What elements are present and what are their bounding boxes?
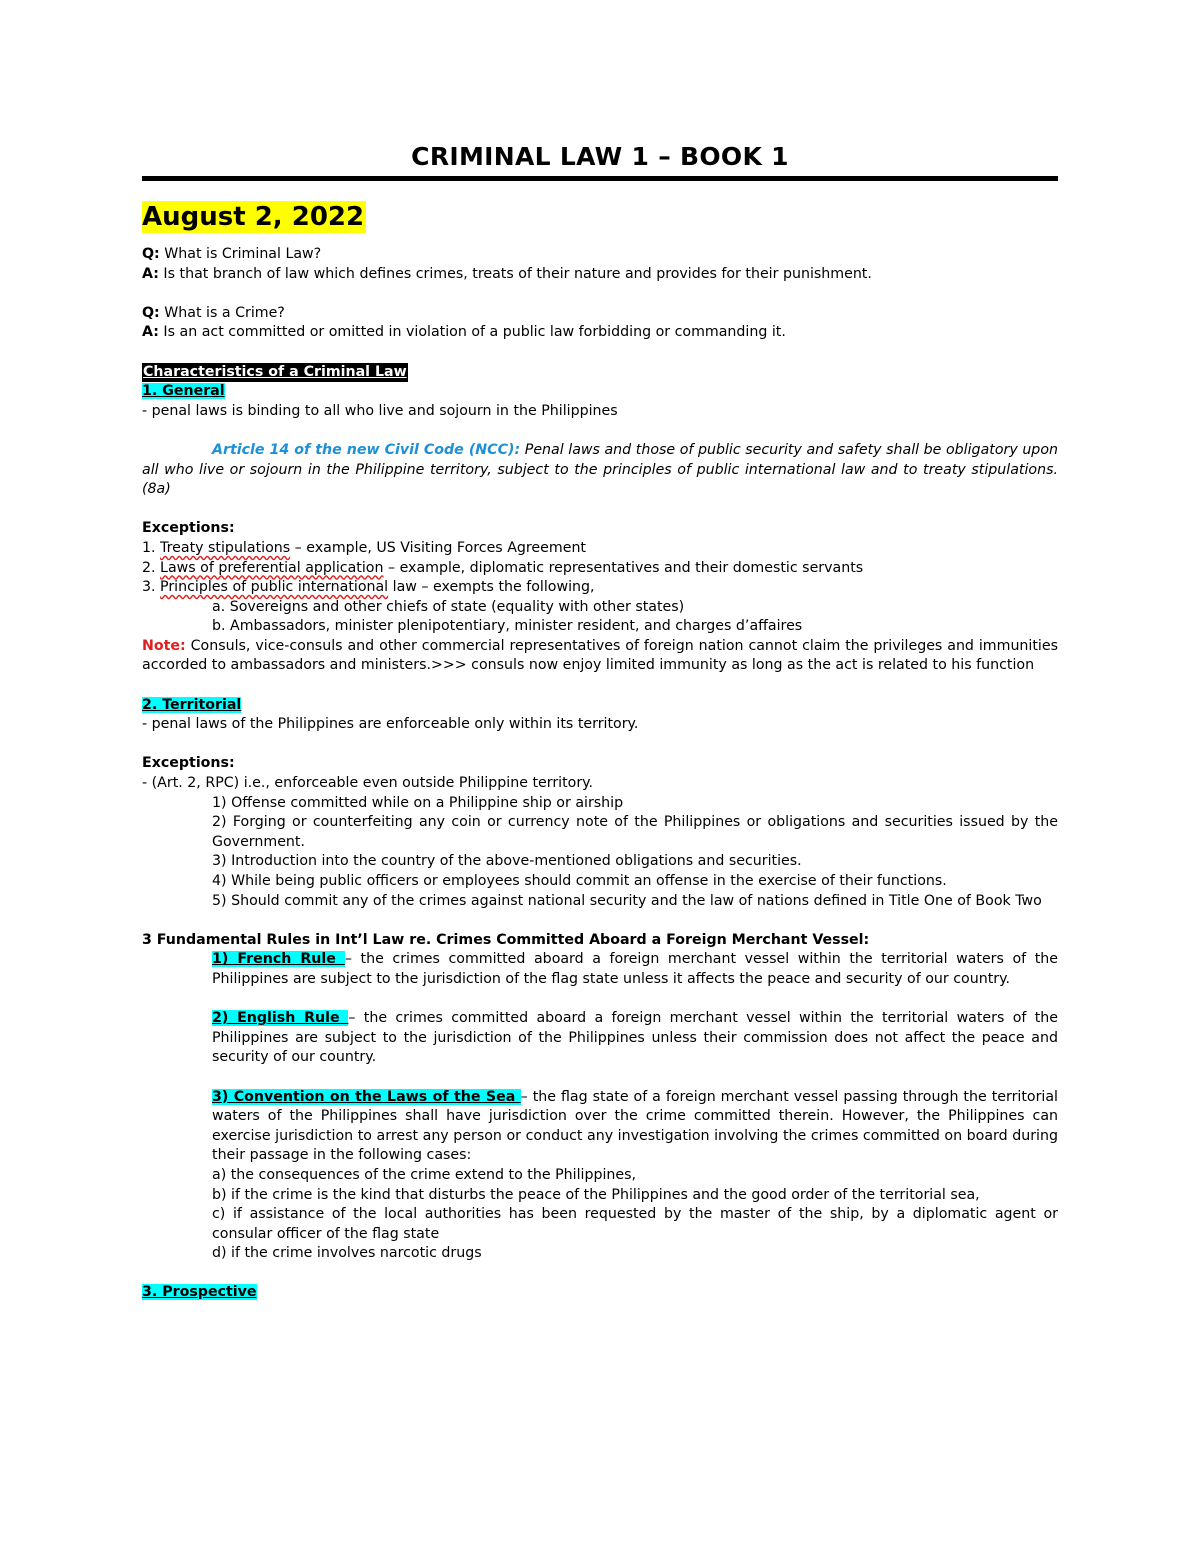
french-rule-label: 1) French Rule xyxy=(212,951,345,968)
english-rule-label: 2) English Rule xyxy=(212,1010,349,1027)
territorial-item-2: 2) Forging or counterfeiting any coin or currency note of the Philippines or obligations and securities issued by the Government. xyxy=(212,814,1058,850)
note-paragraph: Note: Consuls, vice-consuls and other commercial representatives of foreign nation cannot claim the privileges and immunities accorded to ambassadors and ministers.>>> consuls now enjoy limited immunity as long as the act is related to his function xyxy=(142,637,1058,674)
territorial-description: - penal laws of the Philippines are enforceable only within its territory. xyxy=(142,716,639,733)
art-2-rpc: - (Art. 2, RPC) i.e., enforceable even outside Philippine territory. xyxy=(142,775,594,792)
territorial-exceptions-label: Exceptions: xyxy=(142,755,235,772)
article-14-quote: Article 14 of the new Civil Code (NCC): Penal laws and those of public security and safety shall be obligatory upon all who live or sojourn in the Philippine territory, subject to the principles of public international law and to treaty stipulations. (8a) xyxy=(142,441,1058,498)
general-exceptions-label: Exceptions: xyxy=(142,520,235,537)
case-b: b) if the crime is the kind that disturbs the peace of the Philippines and the good order of the territorial sea, xyxy=(212,1186,980,1203)
answer-2: A: Is an act committed or omitted in violation of a public law forbidding or commanding it. xyxy=(142,324,786,341)
fundamental-rules-heading: 3 Fundamental Rules in Int’l Law re. Crimes Committed Aboard a Foreign Merchant Vessel: xyxy=(142,931,870,948)
document-page xyxy=(142,140,1058,1303)
note-label: Note: xyxy=(142,637,186,654)
territorial-item-1: 1) Offense committed while on a Philippine ship or airship xyxy=(212,794,624,811)
exception-3a: a. Sovereigns and other chiefs of state (equality with other states) xyxy=(212,598,685,615)
question-1: Q: What is Criminal Law? xyxy=(142,246,322,262)
exception-3: 3. Principles of public international law – exempts the following, xyxy=(142,579,595,596)
characteristics-heading: Characteristics of a Criminal Law xyxy=(142,363,408,383)
english-rule: 2) English Rule – the crimes committed aboard a foreign merchant vessel within the territorial waters of the Philippines are subject to the jurisdiction of the Philippines unless their commission does not affect the peace and security of our country. xyxy=(212,1010,1058,1066)
date-heading: August 2, 2022 xyxy=(142,202,365,232)
article-14-label: Article 14 of the new Civil Code (NCC): xyxy=(212,441,521,458)
exception-1: 1. Treaty stipulations – example, US Visiting Forces Agreement xyxy=(142,539,586,556)
title-divider xyxy=(142,176,1058,181)
unclos-rule-label: 3) Convention on the Laws of the Sea xyxy=(212,1088,521,1105)
general-heading: 1. General xyxy=(142,383,225,400)
document-title: CRIMINAL LAW 1 – BOOK 1 xyxy=(411,142,789,171)
question-2: Q: What is a Crime? xyxy=(142,304,285,321)
territorial-item-5: 5) Should commit any of the crimes against national security and the law of nations defined in Title One of Book Two xyxy=(212,892,1042,909)
territorial-heading: 2. Territorial xyxy=(142,696,242,713)
case-a: a) the consequences of the crime extend to the Philippines, xyxy=(212,1166,637,1183)
case-c: c) if assistance of the local authorities has been requested by the master of the ship, by a diplomatic agent or consular officer of the flag state xyxy=(212,1206,1058,1242)
answer-1: A: Is that branch of law which defines crimes, treats of their nature and provides for their punishment. xyxy=(142,265,872,282)
exception-3b: b. Ambassadors, minister plenipotentiary, minister resident, and charges d’affaires xyxy=(212,618,803,635)
prospective-heading: 3. Prospective xyxy=(142,1284,257,1301)
unclos-rule: 3) Convention on the Laws of the Sea – the flag state of a foreign merchant vessel passing through the territorial waters of the Philippines shall have jurisdiction over the crime committed therein. However, the Philippines can exercise jurisdiction to arrest any person or conduct any investigation involving the crimes committed on board during their passage in the following cases: xyxy=(212,1088,1058,1164)
case-d: d) if the crime involves narcotic drugs xyxy=(212,1245,482,1262)
territorial-item-3: 3) Introduction into the country of the above-mentioned obligations and securities. xyxy=(212,853,802,870)
french-rule: 1) French Rule – the crimes committed aboard a foreign merchant vessel within the territorial waters of the Philippines are subject to the jurisdiction of the flag state unless it affects the peace and security of our country. xyxy=(212,951,1058,987)
territorial-item-4: 4) While being public officers or employees should commit an offense in the exercise of their functions. xyxy=(212,873,947,889)
exception-2: 2. Laws of preferential application – example, diplomatic representatives and their domestic servants xyxy=(142,559,864,576)
general-description: - penal laws is binding to all who live and sojourn in the Philippines xyxy=(142,402,618,419)
